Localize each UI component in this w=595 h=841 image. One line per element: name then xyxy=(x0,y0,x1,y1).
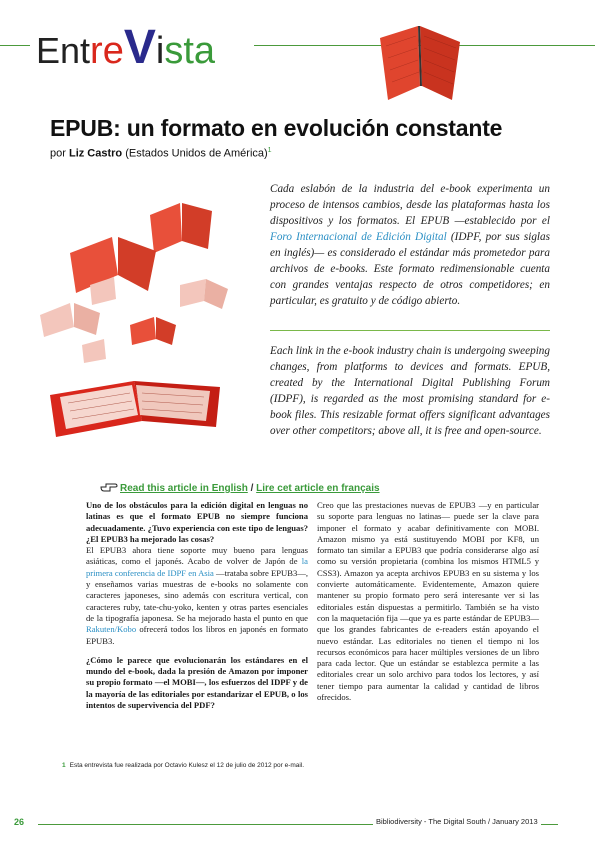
pointing-hand-icon xyxy=(100,481,118,493)
answer-text: ofrecerá todos los libros en japonés en formato EPUB3. xyxy=(86,624,308,646)
link-separator: / xyxy=(247,483,257,494)
abstract-es-text: Cada eslabón de la industria del e-book experimenta un proceso de intensos cambios, desde las plataformas hasta los dispositivos y los formatos. El EPUB —establecido por el xyxy=(270,183,550,227)
rakuten-kobo-link[interactable]: Rakuten/Kobo xyxy=(86,624,137,635)
header-rule-left xyxy=(0,45,30,46)
footnote xyxy=(62,762,304,769)
answer-2: Creo que las prestaciones nuevas de EPUB3 —y en particular su soporte para lenguas no latinas— puede ser la clave para imponer el formato y acabar definitivamente con MOBI. Amazon mismo ya está sustituyendo MOBI por KF8, un formato tan similar a EPUB3 que podría considerarse algo así como su versión propietaria (combina los mismos HTML5 y CSS3). Amazon ya acepta archivos EPUB3 en su sistema y los convierte automáticamente. Evidentemente, Amazon quiere mantener su propio formato pero será interesante ver si las editoriales están dispuestas a permitirlo. También se ha visto con la maquetación fija —que ya es parte estándar de EPUB3— que los grandes fabricantes de e-readers están apoyando el nuevo estándar. Las editoriales no tienen el tiempo ni los recursos económicos para hacer múltiples versiones de un libro para cada lector. Que un estándar se establezca permite a las editoriales crear un solo archivo para todos los lectores, y así tener tiempo para aumentar la calidad y cantidad de libros ofrecidos. xyxy=(317,500,539,703)
logo-part: re xyxy=(90,30,124,72)
logo-part: Ent xyxy=(36,30,91,71)
footnote-text: Esta entrevista fue realizada por Octavio Kulesz el 12 de julio de 2012 por e-mail. xyxy=(69,762,305,769)
logo-part: i xyxy=(155,30,165,72)
article-title: EPUB: un formato en evolución constante xyxy=(50,115,503,141)
read-in-english-link[interactable]: Read this article in English xyxy=(120,483,248,494)
flying-books-illustration xyxy=(30,175,250,445)
answer-1 xyxy=(86,545,308,647)
author-name: Liz Castro xyxy=(68,147,123,160)
body-column-right xyxy=(317,500,539,703)
section-logo xyxy=(36,20,216,74)
question-2: ¿Cómo le parece que evolucionarán los estándares en el mundo del e-book, dada la presión de Amazon por imponer su propio formato —el MOBI—, los esfuerzos del IDPF y de la mayoría de las editoriales por estandarizar el EPUB, o los intentos de supervivencia del PDF? xyxy=(86,654,308,711)
page-number: 26 xyxy=(14,817,28,827)
footnote-number: 1 xyxy=(62,762,66,769)
idpf-asia-conference-link[interactable]: la primera conferencia de IDPF en Asia xyxy=(86,556,308,578)
footnote-mark[interactable]: 1 xyxy=(267,147,272,154)
question-1: Uno de los obstáculos para la edición digital en lenguas no latinas es que el formato EPUB no siempre funciona adecuadamente. ¿Tuvo experiencia con este tipo de lenguas? ¿El EPUB3 ha mejorado las cosas? xyxy=(86,500,308,544)
read-in-french-link[interactable]: Lire cet article en français xyxy=(256,483,380,494)
answer-text: El EPUB3 ahora tiene soporte muy bueno para lenguas asiáticas, como el japonés. Acabo de volver de Japón de xyxy=(86,545,308,567)
byline xyxy=(50,147,272,160)
abstract-english: Each link in the e-book industry chain is undergoing sweeping changes, from platforms to devices and formats. EPUB, created by the International Digital Publishing Forum (IDPF), is regarded as the most promising standard for e-book files. This resizable format offers significant advantages over other competitors; above all, it is free and open-source. xyxy=(270,345,550,437)
abstract-es-text: (IDPF, por sus siglas en inglés)— es considerado el estándar más prometedor para archivos de e-books. Este formato redimensionable cuenta con grandes ventajas respecto de otros competidores; en particular, es gratuito y de código abierto. xyxy=(270,231,550,307)
author-affiliation: (Estados Unidos de América) xyxy=(122,147,268,160)
idpf-link[interactable]: Foro Internacional de Edición Digital xyxy=(270,231,447,243)
body-column-left xyxy=(86,500,308,711)
byline-prefix: por xyxy=(50,147,69,160)
journal-name: Bibliodiversity - The Digital South / January 2013 xyxy=(373,817,541,826)
language-links xyxy=(100,481,380,494)
logo-part: sta xyxy=(164,30,216,72)
logo-part: V xyxy=(123,21,156,74)
abstract-divider xyxy=(270,330,550,331)
abstract-spanish xyxy=(270,181,550,309)
open-book-illustration xyxy=(360,8,480,108)
answer-text: —trataba sobre EPUB3—, y enseñamos varias muestras de e-books no solamente con caracteres japoneses, sino además con escritura vertical, con caracteres ruby, tate-chu-yoko, kenten y otras partes esenciales de la tipografía japonesa. Se ha mejorado hasta el punto en que xyxy=(86,567,308,623)
